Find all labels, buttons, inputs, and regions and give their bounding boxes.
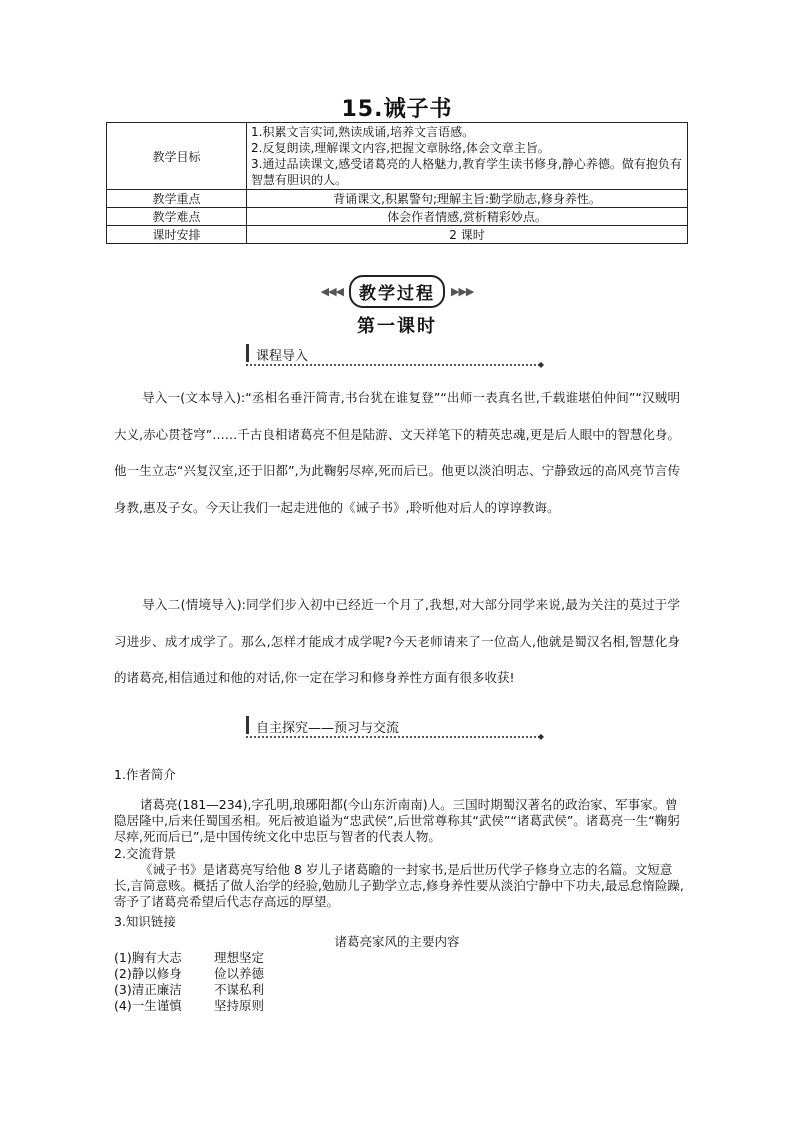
dot-icon: ◆ [537,360,544,369]
author-text: 诸葛亮(181—234),字孔明,琅琊阳都(今山东沂南南)人。三国时期蜀汉著名的政治家、军事家。曾隐居隆中,后来任蜀国丞相。死后被追谥为“忠武侯”,后世常尊称其“武侯”“诸葛武侯”。诸葛亮一生“鞠躬尽瘁,死而后已”,是中国传统文化中忠臣与智者的代表人物。 [114,797,680,844]
dot-icon: ◆ [537,732,544,741]
knowledge-title: 诸葛亮家风的主要内容 [334,934,460,949]
page-title: 15.诫子书 [341,97,453,122]
intro-one [114,380,680,526]
goal-item: 2.反复朗读,理解课文内容,把握文章脉络,体会文章主旨。 [251,141,550,155]
knowledge-list [114,950,264,1014]
intro-two-label: 导入二(情境导入): [142,597,246,612]
right-arrows-icon: ▶▶▶ [451,284,474,298]
section-bar-icon [246,716,249,734]
table-row [107,123,688,190]
section-heading-explore [246,716,544,742]
table-row [107,226,688,244]
knowledge-heading: 3.知识链接 [114,914,176,929]
list-item: (1)胸有大志 理想坚定 [114,950,265,965]
row-label: 教学重点 [107,190,247,208]
intro-one-text: “丞相名垂汗简青,书台犹在谁复登”“出师一表真名世,千载谁堪伯仲间”“汉贼明大义,赤心贯苍穹”……千古良相诸葛亮不但是陆游、文天祥笔下的精英忠魂,更是后人眼中的智慧化身。他一生立志“兴复汉室,还于旧都”,为此鞠躬尽瘁,死而后已。他更以淡泊明志、宁静致远的高风亮节言传身教,惠及子女。今天让我们一起走进他的《诫子书》,聆听他对后人的谆谆教诲。 [114,390,681,515]
process-label: 教学过程 [349,275,445,308]
list-item: (3)清正廉洁 不谋私利 [114,982,265,997]
process-banner [300,276,494,306]
row-value: 2 课时 [247,226,688,244]
background-heading: 2.交流背景 [114,846,176,861]
intro-two [114,587,680,697]
goal-item: 1.积累文言实词,熟读成诵,培养文言语感。 [251,125,475,139]
dotted-divider [246,736,540,738]
section-title: 课程导入 [256,349,309,364]
objectives-table [106,122,688,244]
row-value: 体会作者情感,赏析精彩妙点。 [247,208,688,226]
list-item: (4)一生谨慎 坚持原则 [114,998,265,1013]
row-label: 教学难点 [107,208,247,226]
list-item: (2)静以修身 俭以养德 [114,966,265,981]
goal-label: 教学目标 [107,123,247,190]
dotted-divider [246,364,540,366]
lesson-title: 第一课时 [357,316,437,337]
left-arrows-icon: ◀◀◀ [320,284,343,298]
intro-one-label: 导入一(文本导入): [142,390,246,405]
goal-list [247,123,688,190]
table-row [107,208,688,226]
section-title: 自主探究——预习与交流 [256,721,400,736]
author-heading: 1.作者简介 [114,767,176,782]
goal-item: 3.通过品读课文,感受诸葛亮的人格魅力,教育学生读书修身,静心养德。做有抱负有智慧有胆识的人。 [251,157,682,187]
section-bar-icon [246,344,249,362]
intro-two-text: 同学们步入初中已经近一个月了,我想,对大部分同学来说,最为关注的莫过于学习进步、成才成学了。那么,怎样才能成才成学呢?今天老师请来了一位高人,他就是蜀汉名相,智慧化身的诸葛亮,相信通过和他的对话,你一定在学习和修身养性方面有很多收获! [114,597,680,685]
section-heading-intro [246,344,544,370]
table-row [107,190,688,208]
row-label: 课时安排 [107,226,247,244]
row-value: 背诵课文,积累警句;理解主旨:勤学励志,修身养性。 [247,190,688,208]
background-text: 《诫子书》是诸葛亮写给他 8 岁儿子诸葛瞻的一封家书,是后世历代学子修身立志的名篇。文短意长,言简意赅。概括了做人治学的经验,勉励儿子勤学立志,修身养性要从淡泊宁静中下功夫,最忌怠惰险躁,寄予了诸葛亮希望后代志存高远的厚望。 [114,862,684,909]
